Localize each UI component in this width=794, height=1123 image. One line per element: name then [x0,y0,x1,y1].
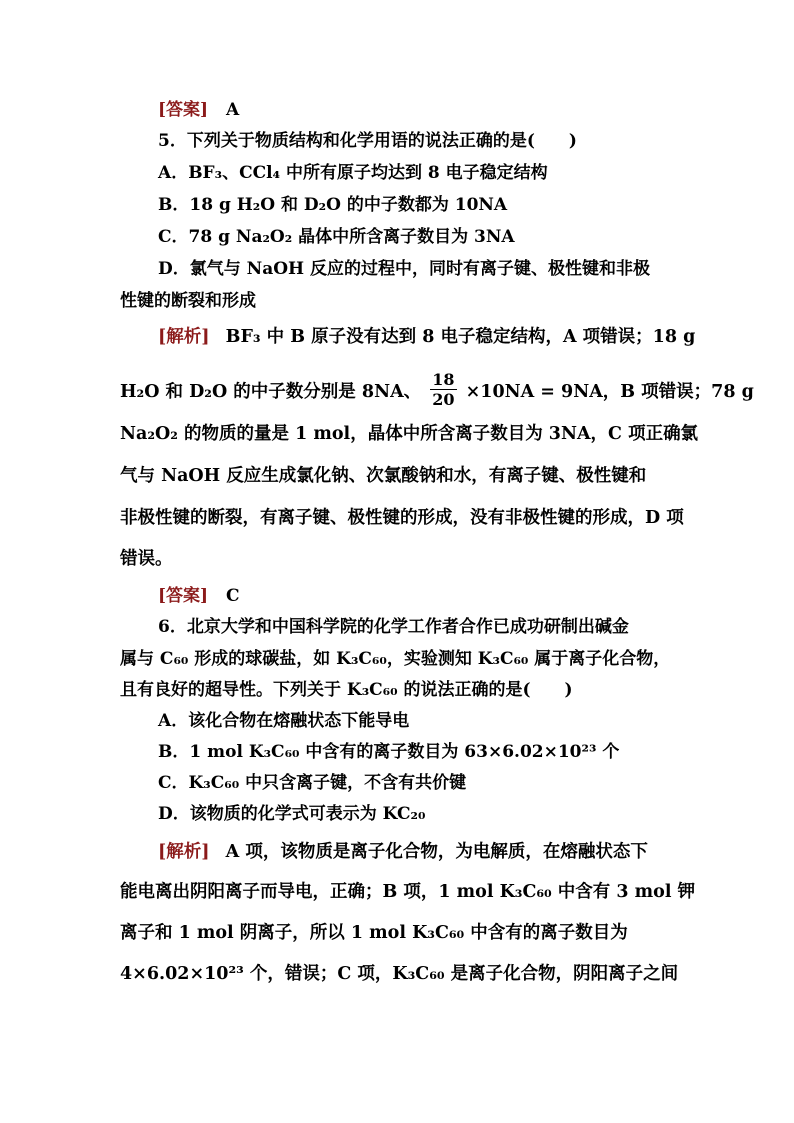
fraction: $\frac{18}{20}$ [432,370,455,409]
explanation-5-line3: Na₂O₂ 的物质的量是 1 mol，晶体中所含离子数目为 3NA，C 项正确氯 [120,424,699,444]
question-6-stem-line1: 6．北京大学和中国科学院的化学工作者合作已成功研制出碱金 [158,617,629,637]
explanation-5-line2: H₂O 和 D₂O 的中子数分别是 8NA、 $\frac{18}{20}$ ×10NA = 9NA，B 项错误；78 g [120,370,754,409]
explanation-5-line1: [解析] BF₃ 中 B 原子没有达到 8 电子稳定结构，A 项错误；18 g [158,327,696,347]
question-6-stem-line3: 且有良好的超导性。下列关于 K₃C₆₀ 的说法正确的是( ) [120,680,573,700]
explanation-6-line2: 能电离出阴阳离子而导电，正确；B 项，1 mol K₃C₆₀ 中含有 3 mol 钾 [120,882,696,902]
explanation-6-line4: 4×6.02×10²³ 个，错误；C 项，K₃C₆₀ 是离子化合物，阴阳离子之间 [120,964,679,984]
q6-option-d: D．该物质的化学式可表示为 KC₂₀ [158,804,426,824]
answer-line-5 [158,585,240,607]
q5-option-d-line2: 性键的断裂和形成 [120,291,256,311]
answer-tag: [答案] [158,100,209,120]
q6-option-a: A．该化合物在熔融状态下能导电 [158,711,410,731]
explanation-6-line3: 离子和 1 mol 阴离子，所以 1 mol K₃C₆₀ 中含有的离子数目为 [120,923,628,943]
explanation-6-line1: [解析] A 项，该物质是离子化合物，为电解质，在熔融状态下 [158,842,648,862]
answer-value: A [226,100,240,120]
explanation-tag: [解析] [158,842,210,862]
explanation-tag: [解析] [158,327,210,347]
q5-option-a: A．BF₃、CCl₄ 中所有原子均达到 8 电子稳定结构 [158,163,548,183]
answer-value: C [226,586,240,606]
q5-option-d-line1: D．氯气与 NaOH 反应的过程中，同时有离子键、极性键和非极 [158,259,651,279]
answer-line-4 [158,99,239,121]
q6-option-b: B．1 mol K₃C₆₀ 中含有的离子数目为 63×6.02×10²³ 个 [158,742,620,762]
explanation-5-line4: 气与 NaOH 反应生成氯化钠、次氯酸钠和水，有离子键、极性键和 [120,466,647,486]
q5-option-b: B．18 g H₂O 和 D₂O 的中子数都为 10NA [158,195,508,215]
question-5-stem: 5．下列关于物质结构和化学用语的说法正确的是( ) [158,131,577,151]
answer-tag: [答案] [158,586,209,606]
q6-option-c: C．K₃C₆₀ 中只含离子键，不含有共价键 [158,773,467,793]
explanation-5-line6: 错误。 [120,549,173,569]
explanation-5-line5: 非极性键的断裂，有离子键、极性键的形成，没有非极性键的形成，D 项 [120,508,684,528]
question-6-stem-line2: 属与 C₆₀ 形成的球碳盐，如 K₃C₆₀，实验测知 K₃C₆₀ 属于离子化合物， [120,649,671,669]
q5-option-c: C．78 g Na₂O₂ 晶体中所含离子数目为 3NA [158,227,515,247]
